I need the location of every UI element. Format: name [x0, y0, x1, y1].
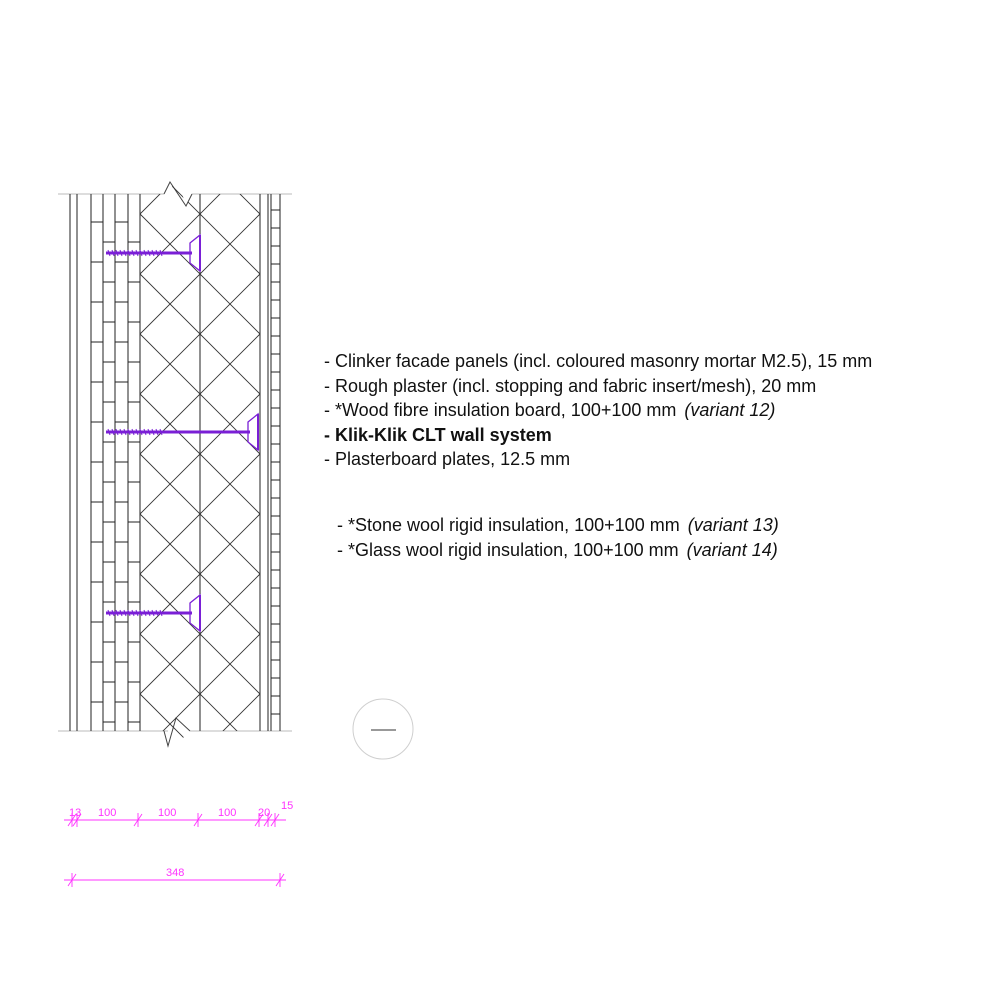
- insulation-anchor-icon: [106, 235, 200, 271]
- legend-line-clt-system: [324, 423, 984, 448]
- legend-text: - *Wood fibre insulation board, 100+100 mm: [324, 400, 677, 421]
- dim-label-100-b: 100: [158, 807, 177, 819]
- dim-label-15: 15: [281, 800, 294, 812]
- hatch-line: [140, 0, 260, 94]
- legend-line-stone-wool: [324, 513, 984, 538]
- legend-line-clinker: [324, 349, 984, 374]
- legend-text: - *Glass wool rigid insulation, 100+100 mm: [337, 539, 679, 560]
- dim-label-20: 20: [258, 807, 271, 819]
- hatch-line: [140, 814, 260, 934]
- legend-variant: (variant 14): [686, 539, 778, 560]
- dim-label-13: 13: [69, 807, 82, 819]
- clinker-facade-layer: [271, 194, 280, 731]
- hatch-line: [140, 0, 260, 34]
- hatch-line: [140, 0, 260, 34]
- legend-line-plasterboard: [324, 447, 984, 472]
- insulation-layer: [140, 0, 260, 1000]
- section-marker-icon: [353, 699, 413, 759]
- legend-text: - *Stone wool rigid insulation, 100+100 mm: [337, 514, 680, 535]
- legend-line-glass-wool: [324, 538, 984, 563]
- hatch-line: [140, 874, 260, 994]
- anchors-group: [106, 235, 258, 631]
- legend-line-plaster: [324, 374, 984, 399]
- hatch-line: [140, 0, 260, 94]
- legend-text: - Clinker facade panels (incl. coloured masonry mortar M2.5), 15 mm: [324, 351, 873, 371]
- hatch-line: [140, 994, 260, 1000]
- clt-wall-layer: [91, 194, 140, 731]
- legend-line-wood-fibre: [324, 398, 984, 423]
- dim-label-100-c: 100: [218, 807, 237, 819]
- hatch-line: [140, 814, 260, 934]
- legend-text: - Klik-Klik CLT wall system: [324, 424, 552, 445]
- legend-variant: (variant 12): [684, 400, 776, 421]
- hatch-line: [140, 34, 260, 154]
- dim-label-total: 348: [166, 867, 185, 879]
- hatch-line: [140, 994, 260, 1000]
- insulation-anchor-icon: [106, 595, 200, 631]
- legend-text: - Plasterboard plates, 12.5 mm: [324, 449, 571, 470]
- hatch-line: [140, 934, 260, 1000]
- wall-layers: [58, 0, 292, 1000]
- layer-legend: [324, 349, 984, 562]
- dimension-labels: [69, 800, 293, 879]
- hatch-line: [140, 874, 260, 994]
- hatch-line: [140, 934, 260, 1000]
- dim-label-100-a: 100: [98, 807, 117, 819]
- legend-variant: (variant 13): [687, 514, 779, 535]
- legend-text: - Rough plaster (incl. stopping and fabric insert/mesh), 20 mm: [324, 375, 817, 396]
- hatch-line: [140, 34, 260, 154]
